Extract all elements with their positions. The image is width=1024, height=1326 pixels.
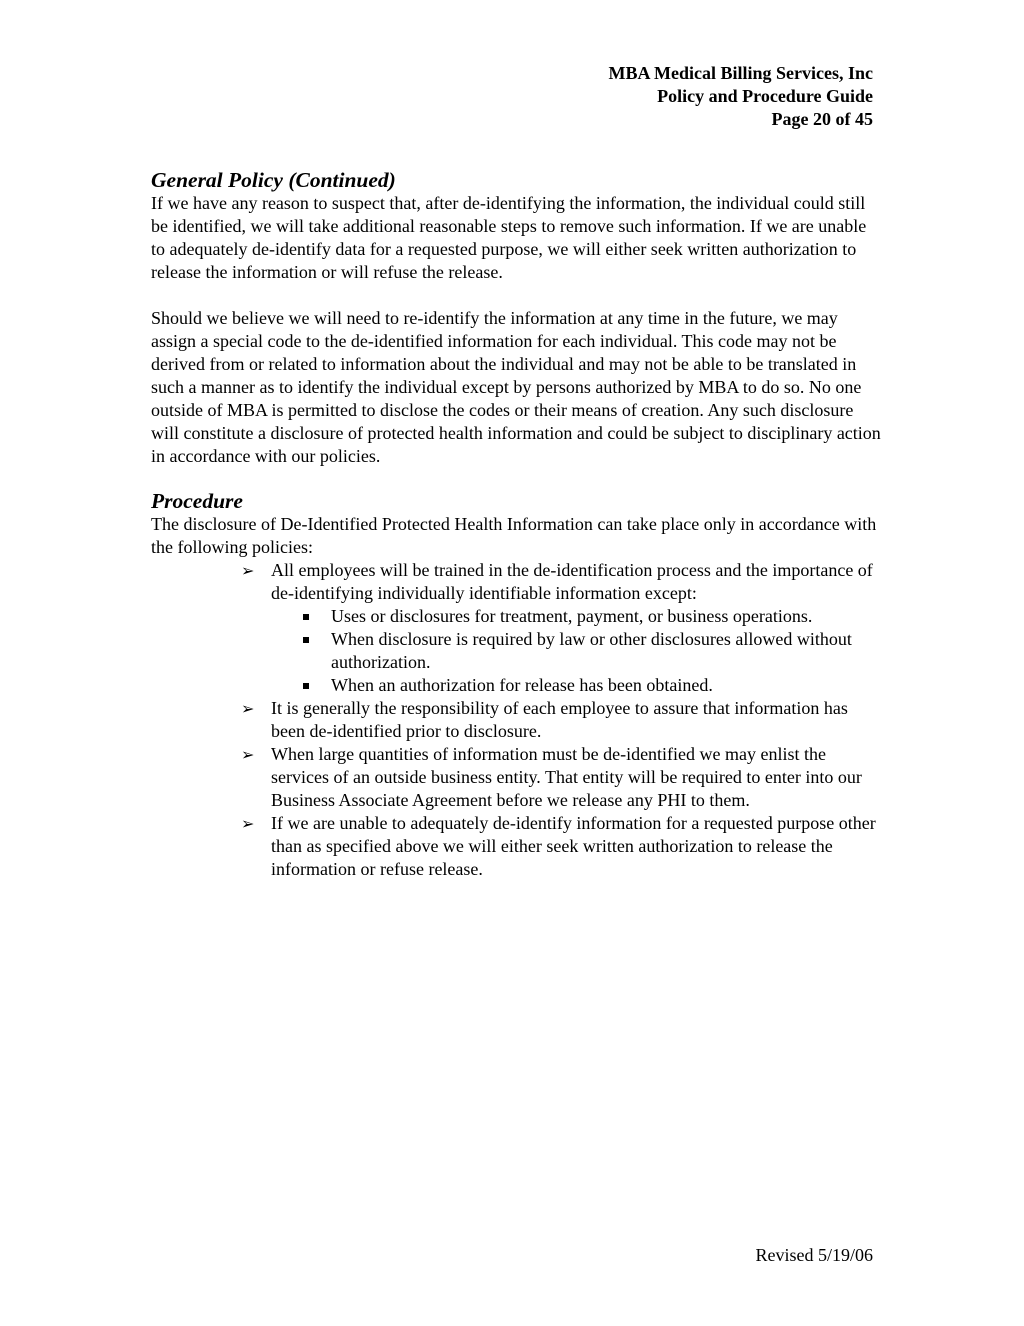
document-body [151,168,881,881]
page-number: Page 20 of 45 [771,109,873,129]
revision-date: Revised 5/19/06 [755,1245,873,1265]
general-policy-paragraph-2: Should we believe we will need to re-identify the information at any time in the future, we may assign a special code to the de-identified information for each individual. This code may not be derived from or related to information about the individual and may not be able to be translated in such a manner as to identify the individual except by persons authorized by MBA to do so. No one outside of MBA is permitted to disclose the codes or their means of creation. Any such disclosure will constitute a disclosure of protected health information and could be subject to disciplinary action in accordance with our policies. [151,308,881,466]
general-policy-heading: General Policy (Continued) [151,168,396,192]
list-item-text: When disclosure is required by law or other disclosures allowed without authorization. [331,629,852,672]
square-bullet-icon [303,637,309,643]
list-item [331,628,881,674]
company-name: MBA Medical Billing Services, Inc [608,63,873,83]
list-item [241,812,881,881]
procedure-list [151,559,881,881]
list-item-text: Uses or disclosures for treatment, payment, or business operations. [331,606,813,626]
page-header [609,62,873,131]
arrow-bullet-icon: ➢ [241,745,255,764]
procedure-heading: Procedure [151,489,243,513]
list-item [331,674,881,697]
guide-title: Policy and Procedure Guide [657,86,873,106]
general-policy-paragraph-1: If we have any reason to suspect that, after de-identifying the information, the individual could still be identified, we will take additional reasonable steps to remove such information. If we are unable to adequately de-identify data for a requested purpose, we will either seek written authorization to release the information or will refuse the release. [151,193,867,282]
exception-list [271,605,881,697]
list-item-text: If we are unable to adequately de-identify information for a requested purpose other than as specified above we will either seek written authorization to release the information or refuse release. [271,813,876,879]
arrow-bullet-icon: ➢ [241,814,255,833]
list-item-text: When large quantities of information must be de-identified we may enlist the services of an outside business entity. That entity will be required to enter into our Business Associate Agreement before we release any PHI to them. [271,744,862,810]
list-item-text: All employees will be trained in the de-identification process and the importance of de-identifying individually identifiable information except: [271,560,873,603]
list-item [331,605,881,628]
square-bullet-icon [303,683,309,689]
list-item-text: When an authorization for release has been obtained. [331,675,713,695]
arrow-bullet-icon: ➢ [241,561,255,580]
list-item [241,743,881,812]
procedure-intro: The disclosure of De-Identified Protected Health Information can take place only in accordance with the following policies: [151,514,877,557]
square-bullet-icon [303,614,309,620]
list-item [241,559,881,697]
list-item [241,697,881,743]
list-item-text: It is generally the responsibility of each employee to assure that information has been de-identified prior to disclosure. [271,698,848,741]
arrow-bullet-icon: ➢ [241,699,255,718]
